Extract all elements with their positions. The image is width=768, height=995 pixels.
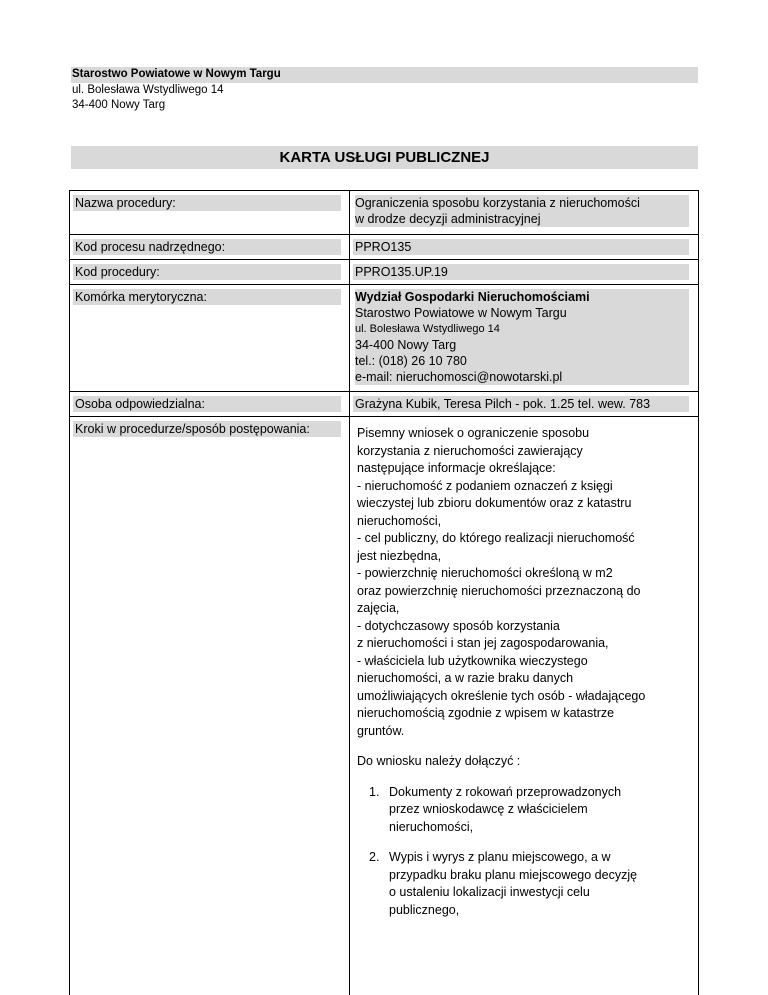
steps-intro-line: - właściciela lub użytkownika wieczystego <box>357 653 588 668</box>
steps-intro-line: nieruchomości, <box>357 513 442 528</box>
row-divider <box>70 259 698 260</box>
steps-intro <box>357 425 697 740</box>
attachment-number: 1. <box>369 784 380 799</box>
value-procedure-code: PPRO135.UP.19 <box>353 264 689 280</box>
attachment-line: przypadku braku planu miejscowego decyzję <box>389 867 638 882</box>
steps-intro-line: nieruchomością zgodnie z wpisem w katastrze <box>357 706 615 720</box>
attachments-heading: Do wniosku należy dołączyć : <box>357 754 521 768</box>
attachments-list <box>357 784 697 920</box>
steps-intro-line: - cel publiczny, do którego realizacji nieruchomość <box>357 531 635 545</box>
attachment-line: o ustaleniu lokalizacji inwestycji celu <box>389 885 590 899</box>
department-city: 34-400 Nowy Targ <box>355 337 689 353</box>
steps-intro-line: - dotychczasowy sposób korzystania <box>357 618 560 633</box>
label-responsible: Osoba odpowiedzialna: <box>73 396 341 412</box>
steps-intro-line: - nieruchomość z podaniem oznaczeń z księgi <box>357 478 613 493</box>
row-divider <box>70 234 698 235</box>
steps-intro-line: następujące informacje określające: <box>357 461 556 475</box>
attachment-line: nieruchomości, <box>389 819 474 834</box>
row-divider <box>70 284 698 285</box>
department-phone: tel.: (018) 26 10 780 <box>355 353 689 369</box>
row-divider <box>70 391 698 392</box>
steps-intro-line: oraz powierzchnię nieruchomości przeznaczoną do <box>357 583 641 598</box>
label-procedure-name: Nazwa procedury: <box>73 195 341 211</box>
value-department <box>353 289 689 385</box>
attachment-line: Wypis i wyrys z planu miejscowego, a w <box>389 850 611 864</box>
label-department: Komórka merytoryczna: <box>73 289 341 305</box>
steps-intro-line: nieruchomości, a w razie braku danych <box>357 671 574 685</box>
steps-content <box>357 425 697 932</box>
attachment-line: przez wnioskodawcę z właścicielem <box>389 802 588 816</box>
steps-intro-line: z nieruchomości i stan jej zagospodarowania, <box>357 636 609 650</box>
value-procedure-name <box>353 195 689 227</box>
value-responsible: Grażyna Kubik, Teresa Pilch - pok. 1.25 tel. wew. 783 <box>353 396 689 412</box>
department-name: Wydział Gospodarki Nieruchomościami <box>355 289 689 305</box>
office-street: ul. Bolesława Wstydliwego 14 <box>72 83 224 96</box>
document-title: KARTA USŁUGI PUBLICZNEJ <box>71 146 698 169</box>
value-parent-process-code: PPRO135 <box>353 239 689 255</box>
attachment-line: publicznego, <box>389 902 460 917</box>
department-street: ul. Bolesława Wstydliwego 14 <box>355 321 689 337</box>
office-city: 34-400 Nowy Targ <box>72 99 166 111</box>
procedure-name-line-2: w drodze decyzji administracyjnej <box>355 211 689 227</box>
attachment-line: Dokumenty z rokowań przeprowadzonych <box>389 784 622 799</box>
office-header <box>71 67 698 114</box>
attachment-item <box>369 849 697 919</box>
steps-intro-line: umożliwiających określenie tych osób - władającego <box>357 688 646 703</box>
column-divider <box>349 191 350 995</box>
label-parent-process-code: Kod procesu nadrzędnego: <box>73 239 341 255</box>
office-name: Starostwo Powiatowe w Nowym Targu <box>71 67 698 83</box>
row-divider <box>70 416 698 417</box>
steps-intro-line: wieczystej lub zbioru dokumentów oraz z katastru <box>357 496 632 510</box>
department-email: e-mail: nieruchomosci@nowotarski.pl <box>355 369 689 385</box>
steps-intro-line: zajęcia, <box>357 601 400 615</box>
steps-intro-line: Pisemny wniosek o ograniczenie sposobu <box>357 426 590 440</box>
steps-intro-line: gruntów. <box>357 723 405 738</box>
steps-intro-line: - powierzchnię nieruchomości określoną w m2 <box>357 566 613 580</box>
label-steps: Kroki w procedurze/sposób postępowania: <box>73 421 341 437</box>
attachment-item <box>369 784 697 837</box>
service-card-table <box>69 190 699 995</box>
procedure-name-line-1: Ograniczenia sposobu korzystania z nieruchomości <box>355 195 689 211</box>
steps-intro-line: jest niezbędna, <box>357 548 442 563</box>
label-procedure-code: Kod procedury: <box>73 264 341 280</box>
attachment-number: 2. <box>369 850 380 864</box>
department-office: Starostwo Powiatowe w Nowym Targu <box>355 305 689 321</box>
steps-intro-line: korzystania z nieruchomości zawierający <box>357 443 583 458</box>
